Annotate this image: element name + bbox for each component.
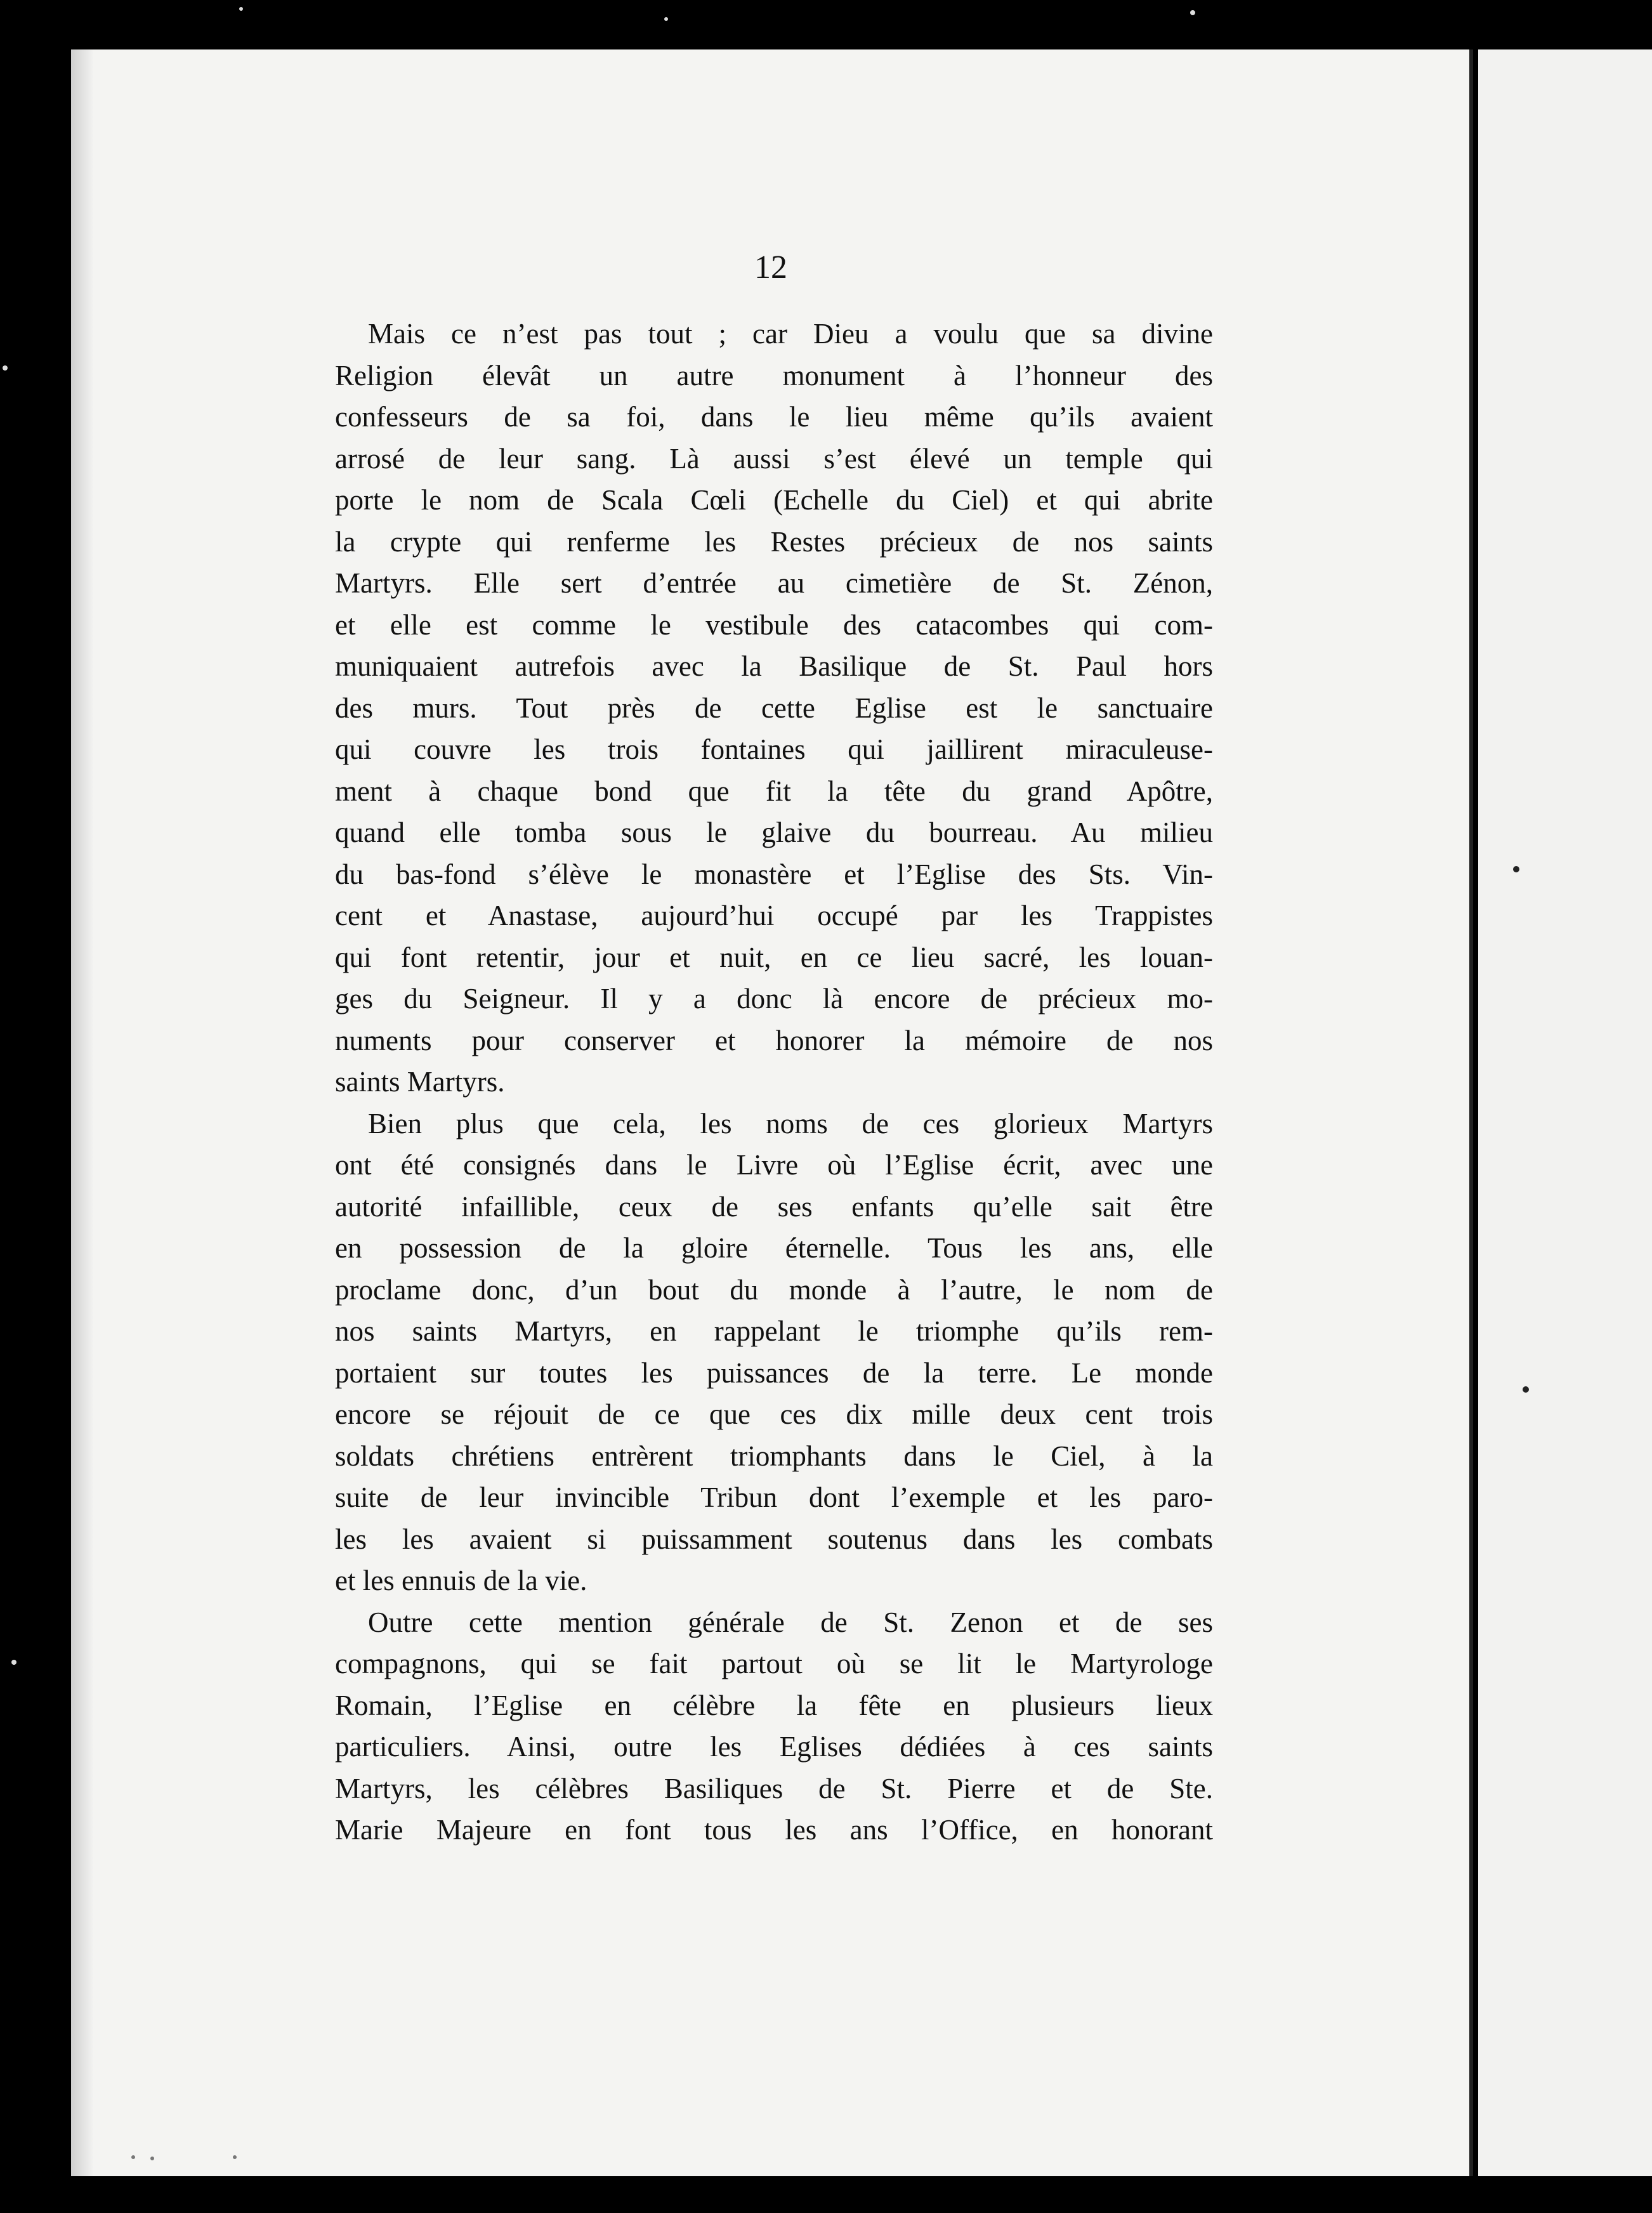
text-line: suite de leur invincible Tribun dont l’exemple et les paro- — [335, 1481, 1213, 1513]
text-line: soldats chrétiens entrèrent triomphants dans le Ciel, à la — [335, 1440, 1213, 1472]
text-line: autorité infaillible, ceux de ses enfants qu’elle sait être — [335, 1190, 1213, 1223]
text-line: quand elle tomba sous le glaive du bourreau. Au milieu — [335, 817, 1213, 848]
text-line: numents pour conserver et honorer la mémoire de nos — [335, 1024, 1213, 1056]
text-line: muniquaient autrefois avec la Basilique de St. Paul hors — [335, 650, 1213, 682]
text-line: confesseurs de sa foi, dans le lieu même qu’ils avaient — [335, 401, 1213, 433]
text-line: porte le nom de Scala Cœli (Echelle du Ciel) et qui abrite — [335, 484, 1213, 516]
text-line: Outre cette mention générale de St. Zenon et de ses — [368, 1606, 1213, 1638]
text-line: Romain, l’Eglise en célèbre la fête en plusieurs lieux — [335, 1689, 1213, 1721]
text-line: les les avaient si puissamment soutenus dans les combats — [335, 1523, 1213, 1555]
text-line: Mais ce n’est pas tout ; car Dieu a voulu que sa divine — [368, 318, 1213, 350]
text-line: arrosé de leur sang. Là aussi s’est élevé un temple qui — [335, 442, 1213, 475]
text-line: qui couvre les trois fontaines qui jaillirent miraculeuse- — [335, 733, 1213, 765]
text-line: proclame donc, d’un bout du monde à l’autre, le nom de — [335, 1273, 1213, 1306]
text-line: saints Martyrs. — [335, 1066, 505, 1098]
text-line: Marie Majeure en font tous les ans l’Office, en honorant — [335, 1814, 1213, 1846]
text-line: Bien plus que cela, les noms de ces glorieux Martyrs — [368, 1107, 1213, 1139]
text-line: cent et Anastase, aujourd’hui occupé par les Trappistes — [335, 900, 1213, 931]
text-line: du bas-fond s’élève le monastère et l’Eglise des Sts. Vin- — [335, 858, 1213, 890]
text-line: Religion élevât un autre monument à l’honneur des — [335, 359, 1213, 391]
text-line: encore se réjouit de ce que ces dix mille deux cent trois — [335, 1398, 1213, 1430]
page-number: 12 — [754, 249, 787, 286]
text-line: et elle est comme le vestibule des catacombes qui com- — [335, 608, 1213, 641]
text-line: portaient sur toutes les puissances de la terre. Le monde — [335, 1356, 1213, 1389]
text-line: Martyrs. Elle sert d’entrée au cimetière de St. Zénon, — [335, 567, 1213, 599]
text-line: des murs. Tout près de cette Eglise est le sanctuaire — [335, 692, 1213, 724]
text-line: compagnons, qui se fait partout où se lit le Martyrologe — [335, 1648, 1213, 1679]
text-line: et les ennuis de la vie. — [335, 1565, 587, 1596]
text-line: qui font retentir, jour et nuit, en ce lieu sacré, les louan- — [335, 941, 1213, 973]
text-line: ges du Seigneur. Il y a donc là encore de précieux mo- — [335, 983, 1213, 1015]
text-line: ment à chaque bond que fit la tête du grand Apôtre, — [335, 775, 1213, 807]
text-line: Martyrs, les célèbres Basiliques de St. Pierre et de Ste. — [335, 1772, 1213, 1804]
text-line: ont été consignés dans le Livre où l’Eglise écrit, avec une — [335, 1149, 1213, 1181]
text-line: nos saints Martyrs, en rappelant le triomphe qu’ils rem- — [335, 1315, 1213, 1347]
text-line: en possession de la gloire éternelle. Tous les ans, elle — [335, 1232, 1213, 1264]
text-line: la crypte qui renferme les Restes précieux de nos saints — [335, 525, 1213, 558]
text-line: particuliers. Ainsi, outre les Eglises dédiées à ces saints — [335, 1731, 1213, 1763]
